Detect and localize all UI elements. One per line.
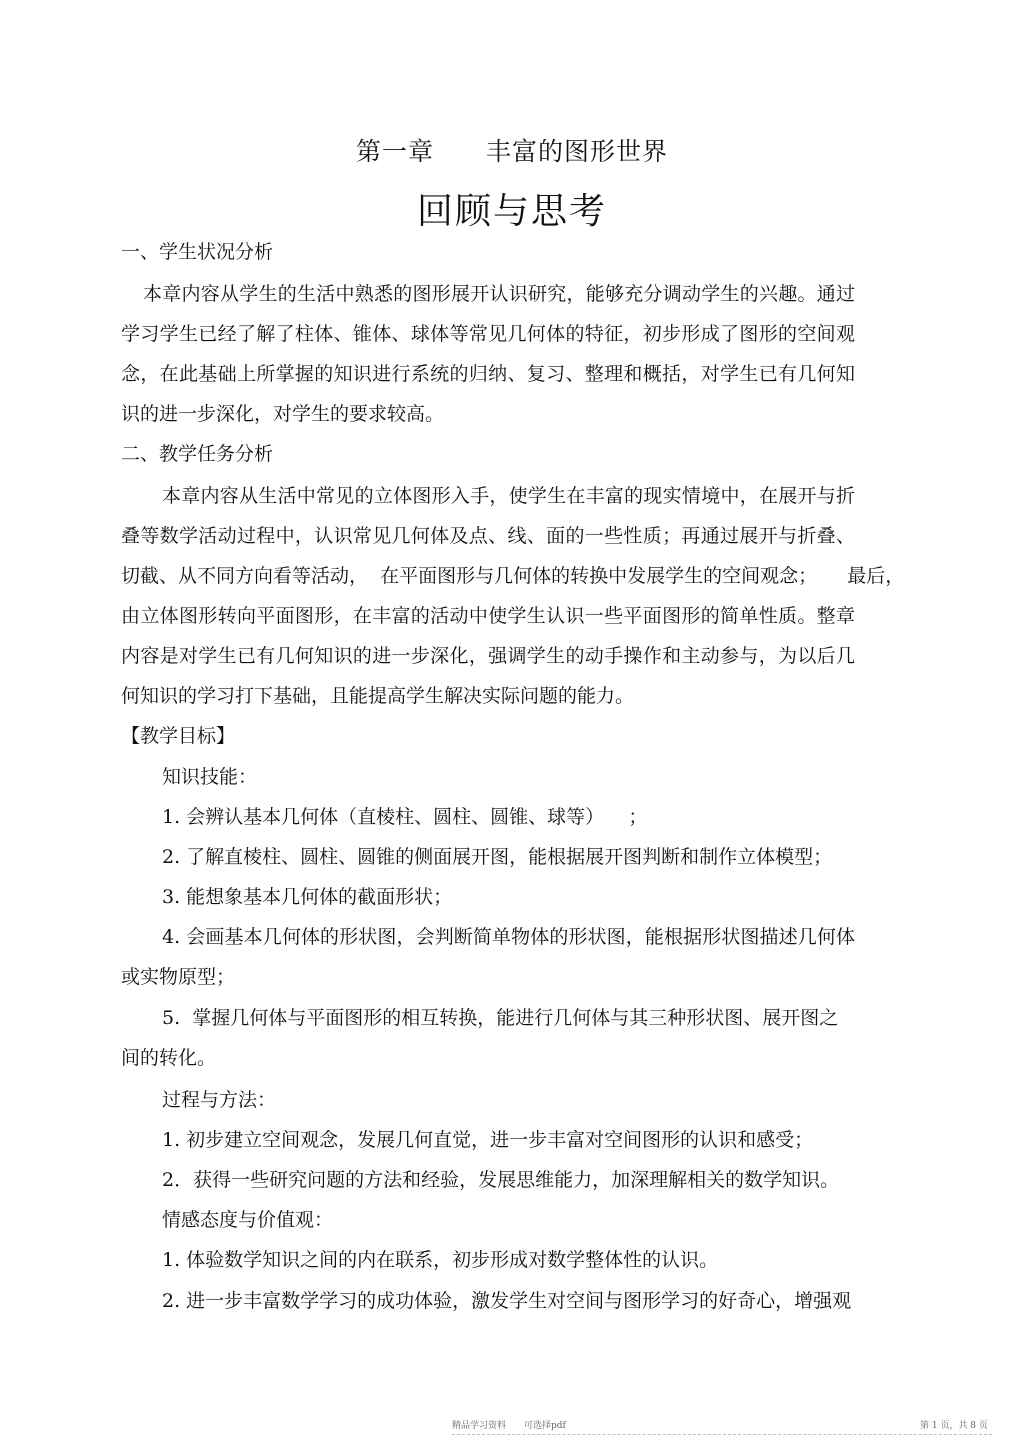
- paragraph-line: 念，在此基础上所掌握的知识进行系统的归纳、复习、整理和概括，对学生已有几何知: [121, 363, 855, 385]
- paragraph-line: 本章内容从生活中常见的立体图形入手，使学生在丰富的现实情境中，在展开与折: [162, 485, 855, 507]
- list-item: 1. 初步建立空间观念，发展几何直觉，进一步丰富对空间图形的认识和感受；: [162, 1129, 814, 1151]
- paragraph-line: 本章内容从学生的生活中熟悉的图形展开认识研究，能够充分调动学生的兴趣。通过: [143, 283, 855, 305]
- page-title: 回顾与思考: [416, 191, 607, 232]
- knowledge-heading: 知识技能：: [162, 766, 258, 788]
- footer-watermark-text: 精品学习资料 可选择pdf: [452, 1421, 566, 1431]
- attitude-heading: 情感态度与价值观：: [162, 1209, 334, 1231]
- list-item: 1. 会辨认基本几何体（直棱柱、圆柱、圆锥、球等） ；: [162, 806, 648, 828]
- list-item: 2. 了解直棱柱、圆柱、圆锥的侧面展开图，能根据展开图判断和制作立体模型；: [162, 846, 833, 868]
- paragraph-line: 学习学生已经了解了柱体、锥体、球体等常见几何体的特征，初步形成了图形的空间观: [121, 323, 855, 345]
- paragraph-line: 识的进一步深化，对学生的要求较高。: [121, 403, 445, 425]
- chapter-title: 第一章 丰富的图形世界: [355, 137, 668, 166]
- list-item: 1. 体验数学知识之间的内在联系，初步形成对数学整体性的认识。: [162, 1249, 719, 1271]
- list-item: 或实物原型；: [121, 966, 236, 988]
- footer-divider: [452, 1434, 992, 1435]
- list-item: 4. 会画基本几何体的形状图，会判断简单物体的形状图，能根据形状图描述几何体: [162, 926, 855, 948]
- paragraph-line: 叠等数学活动过程中，认识常见几何体及点、线、面的一些性质；再通过展开与折叠、: [121, 525, 855, 547]
- footer-page-number: 第 1 页，共 8 页: [920, 1421, 988, 1431]
- list-item: 5. 掌握几何体与平面图形的相互转换，能进行几何体与其三种形状图、展开图之: [162, 1007, 839, 1029]
- list-item: 2. 进一步丰富数学学习的成功体验，激发学生对空间与图形学习的好奇心，增强观: [162, 1290, 852, 1312]
- section-heading-student-analysis: 一、学生状况分析: [121, 241, 274, 263]
- paragraph-line: 内容是对学生已有几何知识的进一步深化，强调学生的动手操作和主动参与，为以后几: [121, 645, 855, 667]
- paragraph-line: 由立体图形转向平面图形，在丰富的活动中使学生认识一些平面图形的简单性质。整章: [121, 605, 855, 627]
- list-item: 间的转化。: [121, 1047, 217, 1069]
- paragraph-line: 切截、从不同方向看等活动， 在平面图形与几何体的转换中发展学生的空间观念； 最后，: [121, 565, 905, 587]
- list-item: 2．获得一些研究问题的方法和经验，发展思维能力，加深理解相关的数学知识。: [162, 1169, 840, 1191]
- process-heading: 过程与方法：: [162, 1089, 277, 1111]
- section-heading-task-analysis: 二、教学任务分析: [121, 443, 274, 465]
- objectives-heading: 【教学目标】: [121, 725, 236, 747]
- list-item: 3. 能想象基本几何体的截面形状；: [162, 886, 453, 908]
- paragraph-line: 何知识的学习打下基础，且能提高学生解决实际问题的能力。: [121, 685, 635, 707]
